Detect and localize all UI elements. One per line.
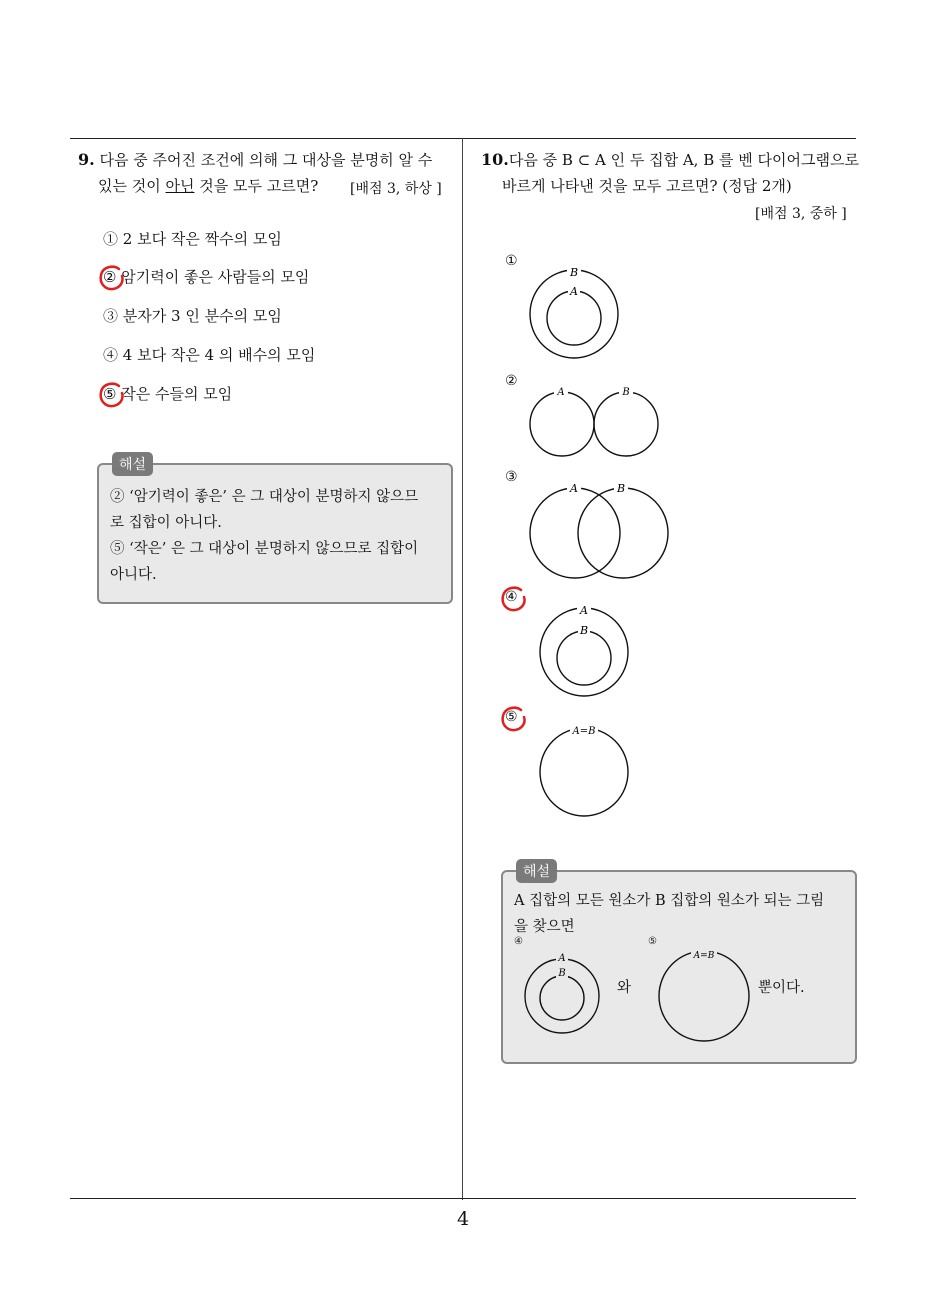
q9-option-3[interactable] [103,305,282,326]
q9-option-1-num: ① [103,230,119,248]
left-label: A [557,387,565,398]
q9-option-4-num: ④ [103,346,119,364]
left-circle [530,488,620,578]
q9-option-5-num: ⑤ [103,385,117,403]
q10-expl-fig5-num: ⑤ [648,936,657,947]
q9-option-3-text: 분자가 3 인 분수의 모임 [122,307,282,325]
q9-option-5[interactable] [103,383,232,404]
single-circle [540,728,628,816]
outer-label: A [558,953,566,964]
outer-label: A [580,604,588,617]
q10-option-2-diagram [520,382,670,462]
inner-circle [547,291,601,345]
page-number: 4 [456,1208,470,1230]
q10-number: 10. [481,150,509,169]
right-circle [594,392,658,456]
q9-option-5-marked [103,385,116,403]
inner-circle [557,631,611,685]
q9-text-line1: 다음 중 주어진 조건에 의해 그 대상을 분명히 알 수 [99,151,433,169]
q10-option-4-num[interactable] [505,589,518,605]
q10-text-line2: 바르게 나타낸 것을 모두 고르면? (정답 2개) [502,177,792,195]
q9-explanation-text [110,484,418,588]
right-label: B [616,482,626,495]
right-label: B [622,387,630,398]
q10-text-line1: 다음 중 B ⊂ A 인 두 집합 A, B 를 벤 다이어그램으로 [508,151,859,169]
q9-explanation-label: 해설 [112,452,153,476]
q9-option-2-text: 암기력이 좋은 사람들의 모임 [121,268,310,286]
q10-expl-line2: 을 찾으면 [514,919,575,935]
circle-label: A=B [572,726,596,737]
left-circle [530,392,594,456]
q9-option-3-num: ③ [103,307,119,325]
circle-label: A=B [693,951,715,961]
bottom-rule [70,1198,856,1199]
inner-label: A [570,285,578,298]
q10-option-4-marked [505,589,518,605]
column-divider [462,138,463,1200]
inner-label: B [558,968,566,979]
q10-option-1-num[interactable]: ① [505,253,518,269]
q9-text-underlined: 아닌 [165,177,195,195]
q9-option-4[interactable] [103,344,315,365]
inner-label: B [579,624,589,637]
q10-expl-fig4-num: ④ [514,936,523,947]
inner-circle [540,976,584,1020]
q10-points: [배점 3, 중하 ] [755,206,847,222]
q10-option-5-diagram [530,722,640,822]
q9-expl-line1: ② ‘암기력이 좋은’ 은 그 대상이 분명하지 않으므 [110,489,419,505]
single-circle [659,951,749,1041]
q9-option-1-text: 2 보다 작은 짝수의 모임 [122,230,282,248]
q9-option-5-text: 작은 수들의 모임 [121,385,233,403]
q10-header [481,146,859,174]
q9-option-1[interactable] [103,228,282,249]
q10-option-2-num[interactable]: ② [505,373,518,389]
q10-option-4-num-text: ④ [505,589,518,605]
q10-option-1-diagram [520,262,630,362]
right-circle [578,488,668,578]
q9-header-line2 [98,173,318,200]
q10-option-5-num-text: ⑤ [505,709,518,725]
outer-circle [540,608,628,696]
q9-expl-line3: ⑤ ‘작은’ 은 그 대상이 분명하지 않으므로 집합이 [110,541,419,557]
outer-label: B [569,266,579,279]
q10-option-5-num[interactable] [505,709,518,725]
q9-text-pre: 있는 것이 [98,177,166,195]
q9-header [78,146,432,174]
q9-points: [배점 3, 하상 ] [350,181,442,197]
q10-explanation-text [514,888,824,940]
q10-option-3-num[interactable]: ③ [505,469,518,485]
left-label: A [570,482,578,495]
q10-expl-fig5 [655,944,755,1044]
q10-expl-connector: 와 [617,980,632,996]
q9-option-2-marked [103,268,116,286]
top-rule [70,138,856,139]
q10-explanation-label: 해설 [516,859,557,883]
q9-option-4-text: 4 보다 작은 4 의 배수의 모임 [122,346,316,364]
q9-text-post: 것을 모두 고르면? [194,177,319,195]
q9-expl-line4: 아니다. [110,567,157,583]
q9-option-2-num: ② [103,268,117,286]
q10-option-3-diagram [520,478,680,582]
q10-expl-fig4 [520,944,610,1044]
q9-number: 9. [78,150,95,169]
q10-option-4-diagram [530,602,640,700]
q10-expl-tail: 뿐이다. [758,980,805,996]
q10-option-5-marked [505,709,518,725]
q9-expl-line2: 로 집합이 아니다. [110,515,222,531]
q10-expl-line1: A 집합의 모든 원소가 B 집합의 원소가 되는 그림 [514,893,825,909]
q9-option-2[interactable] [103,266,309,287]
